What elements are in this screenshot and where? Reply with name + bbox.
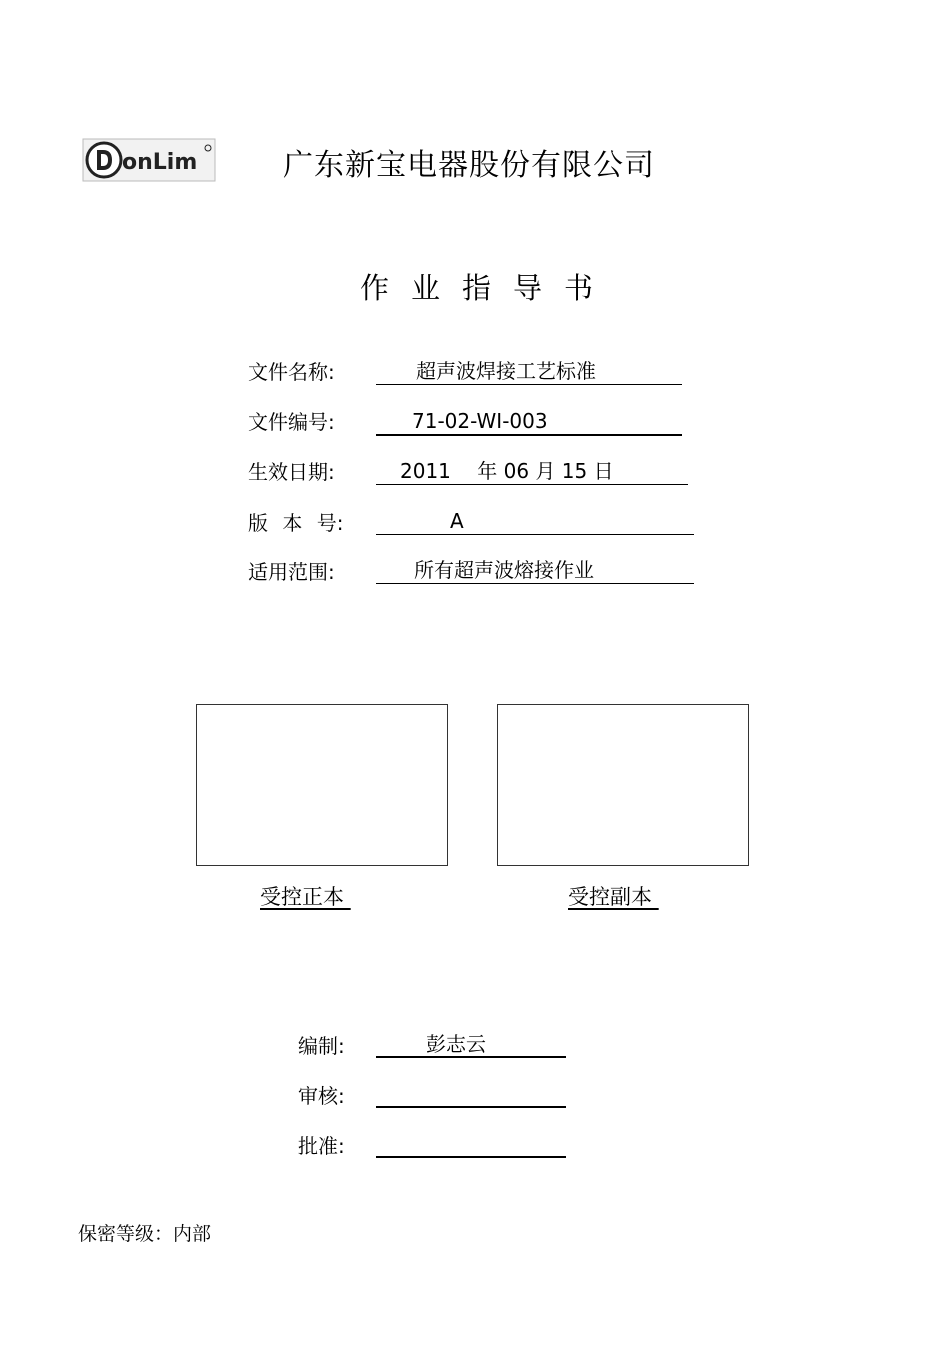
field-label-scope: 适用范围: xyxy=(248,560,335,584)
donlim-logo-icon xyxy=(82,138,216,182)
confidentiality-level: 保密等级：内部 xyxy=(78,1223,212,1245)
field-label-effective-date: 生效日期: xyxy=(248,460,335,484)
field-value-version: A xyxy=(450,509,464,533)
company-name: 广东新宝电器股份有限公司 xyxy=(283,148,655,183)
field-label-file-number: 文件编号: xyxy=(248,410,335,434)
field-label-file-name: 文件名称: xyxy=(248,360,335,384)
signature-line-prepared xyxy=(376,1032,566,1058)
field-line-version xyxy=(376,508,694,535)
company-logo xyxy=(82,138,216,182)
signature-line-approved xyxy=(376,1132,566,1158)
signature-label-prepared: 编制: xyxy=(298,1034,345,1058)
signature-label-approved: 批准: xyxy=(298,1134,345,1158)
signature-line-reviewed xyxy=(376,1082,566,1108)
svg-text:onLim: onLim xyxy=(122,150,198,175)
field-line-file-number xyxy=(376,408,682,436)
field-value-scope: 所有超声波熔接作业 xyxy=(414,558,594,582)
controlled-copy-stamp-box xyxy=(497,704,749,866)
document-title: 作业指导书 xyxy=(360,271,616,305)
field-value-file-number: 71-02-WI-003 xyxy=(412,409,548,433)
controlled-original-stamp-box xyxy=(196,704,448,866)
signature-value-prepared: 彭志云 xyxy=(426,1032,486,1056)
field-label-version: 版 本 号: xyxy=(248,511,344,535)
field-line-effective-date xyxy=(376,458,688,485)
field-value-file-name: 超声波焊接工艺标准 xyxy=(416,359,596,383)
controlled-copy-caption: 受控副本 xyxy=(568,885,659,909)
field-value-effective-date: 2011 年 06 月 15 日 xyxy=(400,459,614,483)
signature-label-reviewed: 审核: xyxy=(298,1084,345,1108)
field-line-scope xyxy=(376,557,694,584)
field-line-file-name xyxy=(376,358,682,385)
controlled-original-caption: 受控正本 xyxy=(260,885,351,909)
